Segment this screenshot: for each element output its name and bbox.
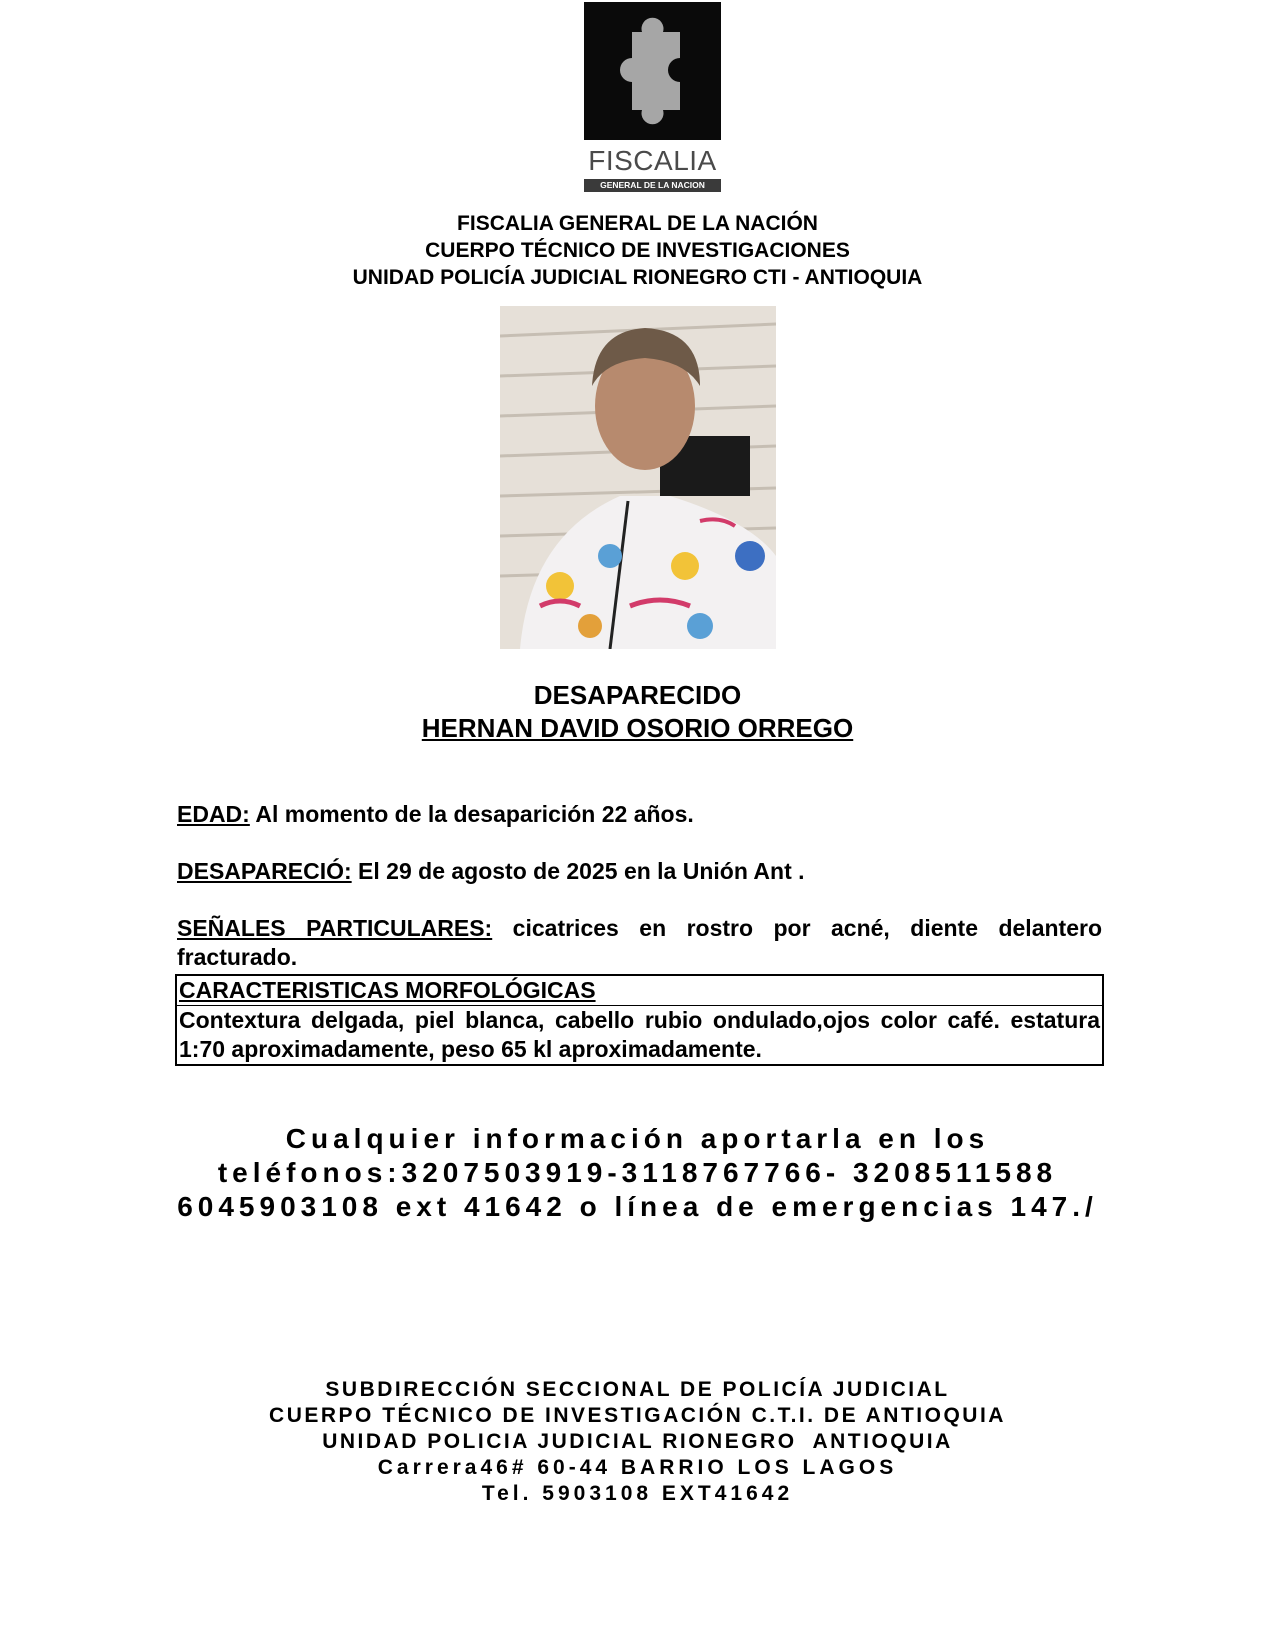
fiscalia-logo	[584, 2, 721, 193]
header-line-1: FISCALIA GENERAL DE LA NACIÓN	[457, 212, 818, 235]
contact-line-1: Cualquier información aportarla en los	[285, 1123, 990, 1154]
marks-value: cicatrices en rostro por acné, diente delantero fracturado.	[177, 915, 1102, 970]
puzzle-piece-icon	[584, 2, 721, 140]
person-name-wrap	[0, 711, 1275, 745]
morphology-heading: CARACTERISTICAS MORFOLÓGICAS	[179, 977, 596, 1003]
morphology-table	[175, 974, 1104, 1066]
marks-field	[177, 914, 1102, 972]
marks-label: SEÑALES PARTICULARES:	[177, 915, 493, 941]
header-line-3: UNIDAD POLICÍA JUDICIAL RIONEGRO CTI - ANTIOQUIA	[352, 266, 923, 289]
logo-wordmark: FISCALIA	[588, 145, 717, 176]
morphology-heading-row	[177, 976, 1102, 1006]
morphology-text: Contextura delgada, piel blanca, cabello rubio ondulado,ojos color café. estatura 1:70 aproximadamente, peso 65 kl aproximadamente.	[179, 1007, 1100, 1062]
footer-line-3: UNIDAD POLICIA JUDICIAL RIONEGRO ANTIOQUIA	[322, 1430, 953, 1453]
disappeared-label: DESAPARECIÓ:	[177, 858, 352, 884]
footer-line-2: CUERPO TÉCNICO DE INVESTIGACIÓN C.T.I. DE ANTIOQUIA	[269, 1404, 1006, 1427]
contact-line-2: teléfonos:3207503919-3118767766- 3208511588	[217, 1157, 1058, 1188]
contact-line-3: 6045903108 ext 41642 o línea de emergencias 147./	[177, 1191, 1098, 1222]
disappeared-value: El 29 de agosto de 2025 en la Unión Ant .	[351, 858, 805, 884]
agency-header	[0, 210, 1275, 291]
footer-block	[0, 1377, 1275, 1507]
header-line-2: CUERPO TÉCNICO DE INVESTIGACIONES	[425, 239, 850, 262]
footer-phone: Tel. 5903108 EXT41642	[481, 1482, 794, 1505]
age-field	[177, 800, 1102, 829]
age-label: EDAD:	[177, 801, 250, 827]
contact-info	[0, 1122, 1275, 1224]
footer-line-1: SUBDIRECCIÓN SECCIONAL DE POLICÍA JUDICIAL	[325, 1378, 950, 1401]
status-title: DESAPARECIDO	[533, 680, 742, 710]
person-name: HERNAN DAVID OSORIO ORREGO	[421, 713, 854, 743]
logo-subtitle: GENERAL DE LA NACION	[584, 179, 721, 192]
footer-address: Carrera46# 60-44 BARRIO LOS LAGOS	[377, 1456, 898, 1479]
age-value: Al momento de la desaparición 22 años.	[249, 801, 694, 827]
missing-person-photo	[500, 306, 776, 649]
disappeared-field	[177, 857, 1102, 886]
